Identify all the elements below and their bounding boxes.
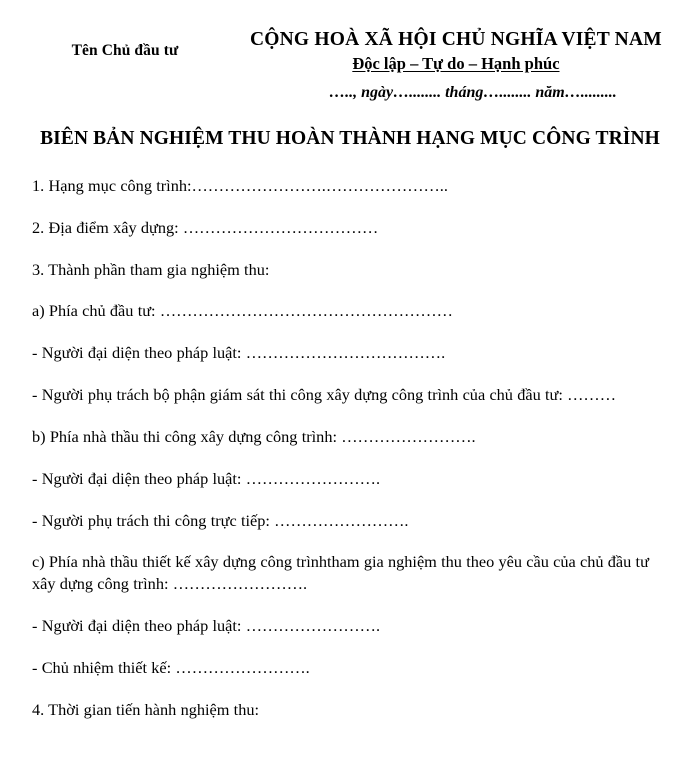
document-header: [0, 0, 700, 102]
item-4-acceptance-time: 4. Thời gian tiến hành nghiệm thu:: [32, 699, 260, 719]
item-c-design-contractor: c) Phía nhà thầu thiết kế xây dựng công trìnhtham gia nghiệm thu theo yêu cầu của chủ đầu tư xây dựng công trình: …………………….: [32, 552, 649, 594]
item-3-participants-heading: 3. Thành phần tham gia nghiệm thu:: [32, 259, 270, 279]
item-2-construction-location: 2. Địa điểm xây dựng: ………………………………: [32, 217, 379, 237]
item-c-legal-representative: - Người đại diện theo pháp luật: …………………….: [32, 616, 381, 636]
item-a-supervision-manager: - Người phụ trách bộ phận giám sát thi công xây dựng công trình của chủ đầu tư: ………: [32, 385, 616, 405]
item-1-work-category: 1. Hạng mục công trình:…………………….…………………..: [32, 175, 448, 195]
item-b-construction-contractor: b) Phía nhà thầu thi công xây dựng công trình: …………………….: [32, 426, 476, 446]
document-title: BIÊN BẢN NGHIỆM THU HOÀN THÀNH HẠNG MỤC CÔNG TRÌNH: [40, 127, 660, 149]
item-c-design-chief: - Chủ nhiệm thiết kế: …………………….: [32, 657, 310, 677]
date-placeholder-line: ….., ngày…........ tháng…........ năm….........: [329, 83, 617, 101]
item-a-legal-representative: - Người đại diện theo pháp luật: ……………………………….: [32, 343, 446, 363]
national-motto: Độc lập – Tự do – Hạnh phúc: [352, 54, 560, 73]
header-right-block: [250, 28, 700, 102]
national-heading: CỘNG HOÀ XÃ HỘI CHỦ NGHĨA VIỆT NAM: [250, 29, 662, 50]
item-b-direct-construction-manager: - Người phụ trách thi công trực tiếp: …………………….: [32, 510, 409, 530]
item-a-investor-side: a) Phía chủ đầu tư: ………………………………………………: [32, 301, 453, 321]
item-b-legal-representative: - Người đại diện theo pháp luật: …………………….: [32, 468, 381, 488]
document-body: [0, 175, 700, 721]
header-left-block: [0, 28, 250, 60]
investor-name-label: Tên Chủ đầu tư: [71, 42, 179, 59]
